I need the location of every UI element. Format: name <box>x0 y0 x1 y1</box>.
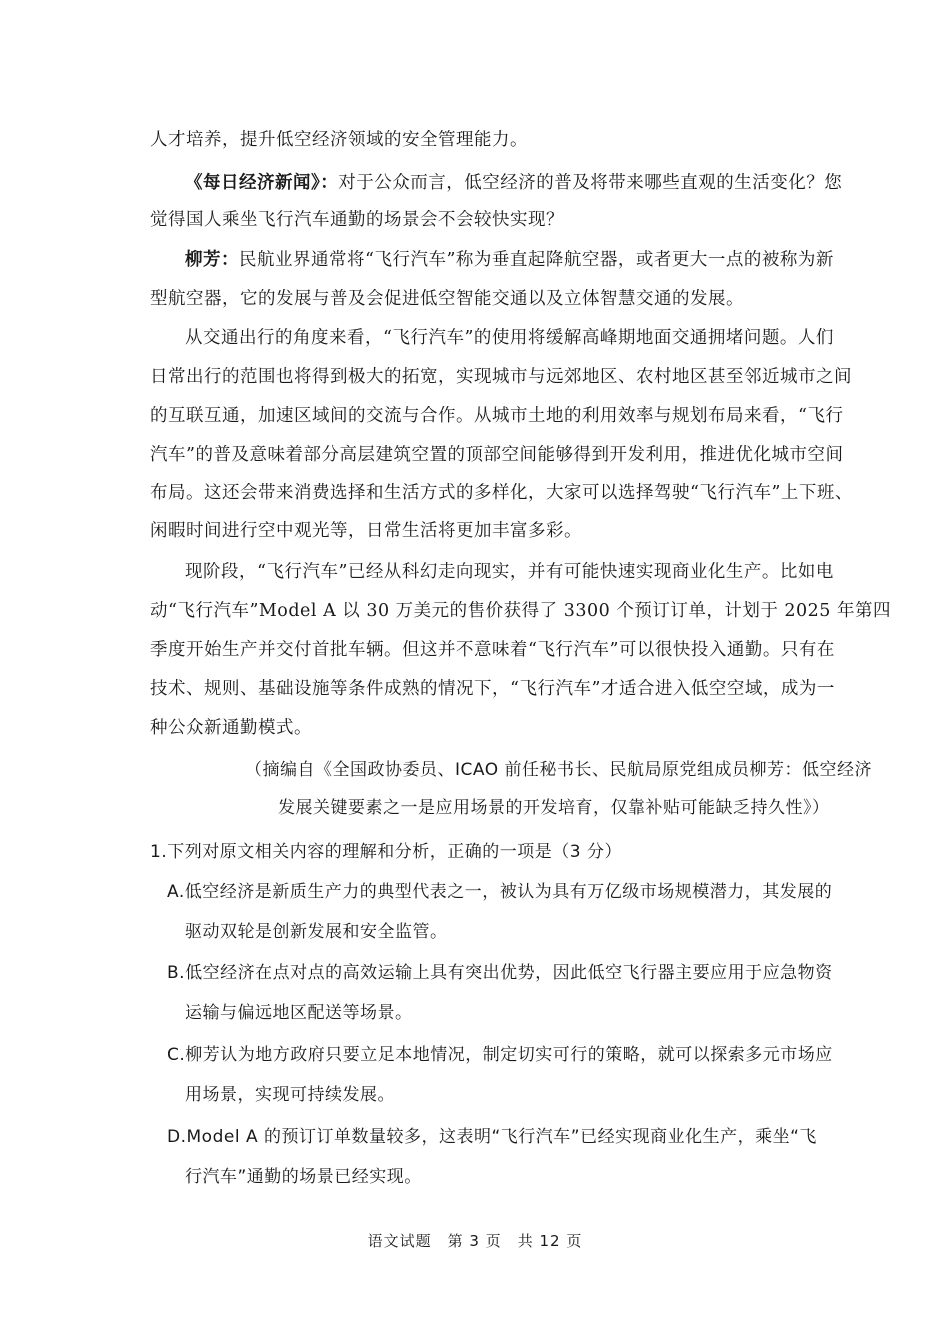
paragraph-line: 觉得国人乘坐飞行汽车通勤的场景会不会较快实现？ <box>150 210 564 230</box>
option-a-line1: A.低空经济是新质生产力的典型代表之一，被认为具有万亿级市场规模潜力，其发展的 <box>167 882 833 902</box>
paragraph-line: 现阶段，“飞行汽车”已经从科幻走向现实，并有可能快速实现商业化生产。比如电 <box>185 562 834 582</box>
page-footer: 语文试题 第 3 页 共 12 页 <box>367 1232 583 1250</box>
option-d-line1: D.Model A 的预订订单数量较多，这表明“飞行汽车”已经实现商业化生产，乘坐“飞 <box>167 1127 817 1147</box>
paragraph-line: 日常出行的范围也将得到极大的拓宽，实现城市与远郊地区、农村地区甚至邻近城市之间 <box>150 367 852 387</box>
paragraph-line: 种公众新通勤模式。 <box>150 718 312 738</box>
source-citation-line1: （摘编自《全国政协委员、ICAO 前任秘书长、民航局原党组成员柳芳：低空经济 <box>245 760 872 780</box>
option-a-line2: 驱动双轮是创新发展和安全监管。 <box>185 922 448 942</box>
paragraph-line: 的互联互通，加速区域间的交流与合作。从城市土地的利用效率与规划布局来看，“飞行 <box>150 406 844 426</box>
option-b-line2: 运输与偏远地区配送等场景。 <box>185 1003 413 1023</box>
paragraph-line: 汽车”的普及意味着部分高层建筑空置的顶部空间能够得到开发利用，推进优化城市空间 <box>150 445 844 465</box>
source-citation-line2: 发展关键要素之一是应用场景的开发培育，仅靠补贴可能缺乏持久性》） <box>278 798 830 818</box>
question-stem: 1.下列对原文相关内容的理解和分析，正确的一项是（3 分） <box>150 842 622 862</box>
option-d-line2: 行汽车”通勤的场景已经实现。 <box>185 1167 422 1187</box>
paragraph-line: 季度开始生产并交付首批车辆。但这并不意味着“飞行汽车”可以很快投入通勤。只有在 <box>150 640 835 660</box>
paragraph-line: 型航空器，它的发展与普及会促进低空智能交通以及立体智慧交通的发展。 <box>150 289 744 309</box>
paragraph-text: 民航业界通常将“飞行汽车”称为垂直起降航空器，或者更大一点的被称为新 <box>239 250 834 270</box>
paragraph-text: 对于公众而言，低空经济的普及将带来哪些直观的生活变化？您 <box>338 173 843 193</box>
paragraph-line: 动“飞行汽车”Model A 以 30 万美元的售价获得了 3300 个预订订单，计划于 2025 年第四 <box>150 601 891 621</box>
option-c-line1: C.柳芳认为地方政府只要立足本地情况，制定切实可行的策略，就可以探索多元市场应 <box>167 1045 833 1065</box>
paragraph-line: 布局。这还会带来消费选择和生活方式的多样化，大家可以选择驾驶“飞行汽车”上下班、 <box>150 483 853 503</box>
option-c-line2: 用场景，实现可持续发展。 <box>185 1085 395 1105</box>
paragraph-line: 从交通出行的角度来看，“飞行汽车”的使用将缓解高峰期地面交通拥堵问题。人们 <box>185 328 834 348</box>
interview-question-line <box>185 171 842 195</box>
paragraph-line: 技术、规则、基础设施等条件成熟的情况下，“飞行汽车”才适合进入低空空域，成为一 <box>150 679 835 699</box>
paragraph-line: 闲暇时间进行空中观光等，日常生活将更加丰富多彩。 <box>150 521 582 541</box>
paragraph-line: 人才培养，提升低空经济领域的安全管理能力。 <box>150 130 528 150</box>
speaker-guest: 柳芳： <box>185 250 239 270</box>
interview-answer-line <box>185 248 834 272</box>
option-b-line1: B.低空经济在点对点的高效运输上具有突出优势，因此低空飞行器主要应用于应急物资 <box>167 963 833 983</box>
speaker-media: 《每日经济新闻》： <box>185 173 339 193</box>
